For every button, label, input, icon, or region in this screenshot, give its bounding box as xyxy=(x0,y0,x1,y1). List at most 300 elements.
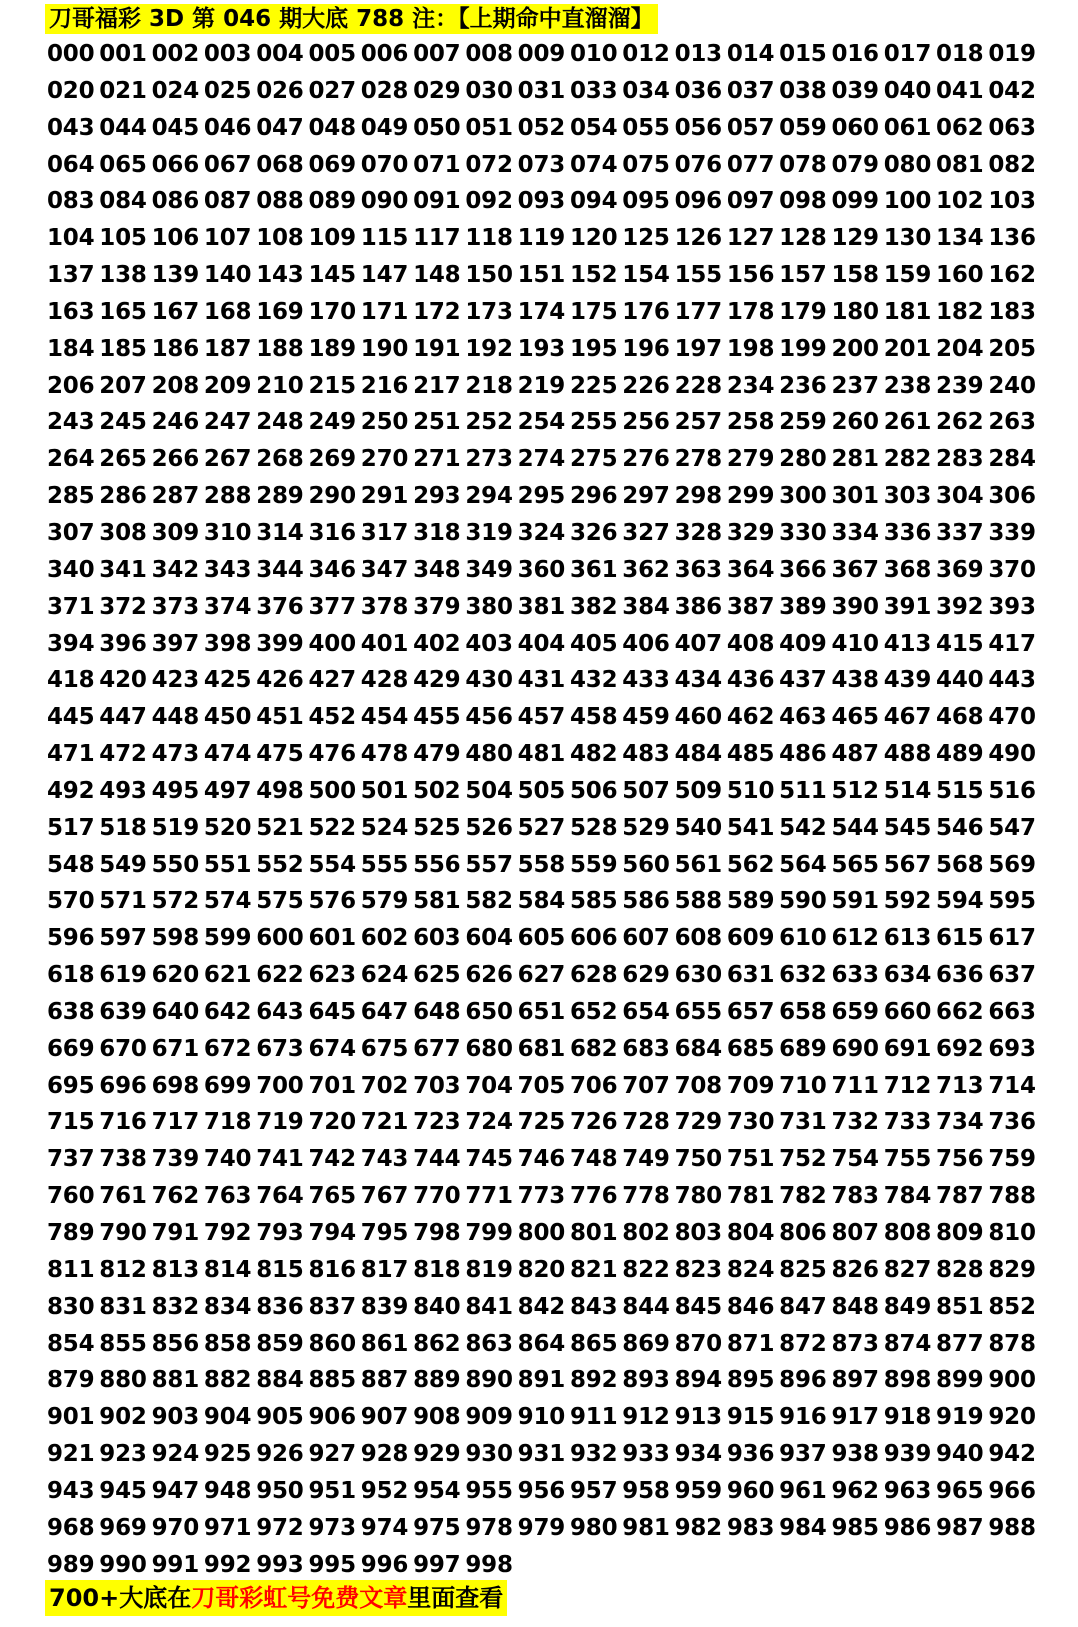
number-cell: 377 xyxy=(308,593,356,620)
number-cell: 643 xyxy=(256,998,304,1025)
number-cell: 704 xyxy=(465,1072,513,1099)
number-cell: 547 xyxy=(988,814,1036,841)
number-cell: 790 xyxy=(99,1220,147,1246)
number-cell: 826 xyxy=(831,1256,879,1283)
number-cell: 810 xyxy=(988,1220,1036,1246)
number-cell: 952 xyxy=(360,1477,409,1504)
number-cell: 279 xyxy=(726,446,775,473)
number-row xyxy=(47,810,1047,847)
number-cell: 816 xyxy=(308,1256,356,1283)
number-cell: 808 xyxy=(883,1220,932,1246)
number-cell: 623 xyxy=(308,962,356,989)
number-cell: 484 xyxy=(674,741,722,768)
number-cell: 182 xyxy=(936,298,984,325)
number-cell: 263 xyxy=(988,409,1036,436)
number-cell: 120 xyxy=(569,225,618,252)
number-cell: 707 xyxy=(622,1072,670,1099)
number-cell: 267 xyxy=(203,446,252,473)
number-cell: 349 xyxy=(465,556,513,583)
number-cell: 361 xyxy=(569,556,618,583)
number-cell: 829 xyxy=(988,1256,1036,1283)
number-cell: 647 xyxy=(360,998,409,1025)
number-cell: 696 xyxy=(99,1072,147,1099)
number-cell: 066 xyxy=(151,151,200,178)
number-cell: 677 xyxy=(413,1035,461,1062)
number-cell: 973 xyxy=(308,1514,356,1541)
number-cell: 897 xyxy=(831,1367,879,1394)
number-cell: 431 xyxy=(517,667,566,694)
number-cell: 945 xyxy=(99,1477,147,1504)
number-cell: 043 xyxy=(47,114,95,141)
number-cell: 954 xyxy=(413,1477,461,1504)
number-cell: 372 xyxy=(99,593,147,620)
number-cell: 714 xyxy=(988,1072,1036,1099)
number-cell: 556 xyxy=(413,851,461,878)
number-cell: 720 xyxy=(308,1109,356,1136)
number-cell: 176 xyxy=(622,298,670,325)
number-cell: 560 xyxy=(622,851,670,878)
number-cell: 168 xyxy=(203,298,252,325)
number-cell: 301 xyxy=(831,483,879,510)
number-cell: 548 xyxy=(47,851,95,878)
number-cell: 342 xyxy=(151,556,200,583)
number-cell: 695 xyxy=(47,1072,95,1099)
number-cell: 471 xyxy=(47,741,95,768)
number-cell: 009 xyxy=(517,41,566,67)
number-cell: 415 xyxy=(936,630,984,657)
number-cell: 748 xyxy=(569,1146,618,1173)
number-cell: 634 xyxy=(883,962,932,989)
number-cell: 839 xyxy=(360,1293,409,1320)
number-cell: 514 xyxy=(883,777,932,804)
number-cell: 396 xyxy=(99,630,147,657)
number-cell: 186 xyxy=(151,335,200,362)
number-cell: 887 xyxy=(360,1367,409,1394)
number-cell: 872 xyxy=(779,1330,827,1357)
number-cell: 689 xyxy=(779,1035,827,1062)
number-cell: 562 xyxy=(726,851,775,878)
number-cell: 104 xyxy=(47,225,95,252)
number-row xyxy=(47,589,1047,626)
number-cell: 998 xyxy=(465,1551,513,1578)
number-cell: 436 xyxy=(726,667,775,694)
number-cell: 760 xyxy=(47,1183,95,1210)
number-cell: 159 xyxy=(883,262,932,289)
number-cell: 624 xyxy=(360,962,409,989)
number-cell: 448 xyxy=(151,704,200,731)
number-cell: 820 xyxy=(517,1256,566,1283)
number-cell: 307 xyxy=(47,519,95,546)
number-cell: 671 xyxy=(151,1035,200,1062)
number-cell: 282 xyxy=(883,446,932,473)
number-cell: 195 xyxy=(569,335,618,362)
number-cell: 783 xyxy=(831,1183,879,1210)
number-cell: 574 xyxy=(203,888,252,915)
number-cell: 632 xyxy=(779,962,827,989)
number-cell: 479 xyxy=(413,741,461,768)
number-cell: 902 xyxy=(99,1404,147,1431)
number-cell: 205 xyxy=(988,335,1036,362)
number-cell: 598 xyxy=(151,925,200,952)
number-cell: 609 xyxy=(726,925,775,952)
number-cell: 608 xyxy=(674,925,722,952)
number-cell: 974 xyxy=(360,1514,409,1541)
number-row xyxy=(47,847,1047,884)
number-cell: 951 xyxy=(308,1477,356,1504)
number-cell: 337 xyxy=(936,519,984,546)
number-cell: 765 xyxy=(308,1183,356,1210)
number-cell: 924 xyxy=(151,1441,200,1468)
number-cell: 255 xyxy=(569,409,618,436)
number-cell: 717 xyxy=(151,1109,200,1136)
number-row xyxy=(47,36,1047,73)
number-cell: 919 xyxy=(936,1404,984,1431)
number-row xyxy=(47,1473,1047,1510)
number-cell: 339 xyxy=(988,519,1036,546)
number-cell: 163 xyxy=(47,298,95,325)
number-cell: 274 xyxy=(517,446,566,473)
number-cell: 824 xyxy=(726,1256,775,1283)
number-cell: 625 xyxy=(413,962,461,989)
number-cell: 381 xyxy=(517,593,566,620)
number-cell: 670 xyxy=(99,1035,147,1062)
number-cell: 366 xyxy=(779,556,827,583)
number-cell: 959 xyxy=(674,1477,722,1504)
number-cell: 962 xyxy=(831,1477,879,1504)
number-cell: 427 xyxy=(308,667,356,694)
number-row xyxy=(47,773,1047,810)
number-cell: 180 xyxy=(831,298,879,325)
footer-article-link[interactable]: 刀哥彩虹号免费文章 xyxy=(191,1584,408,1612)
number-cell: 367 xyxy=(831,556,879,583)
number-cell: 831 xyxy=(99,1293,147,1320)
number-cell: 900 xyxy=(988,1367,1036,1394)
number-cell: 010 xyxy=(569,41,618,67)
number-cell: 599 xyxy=(203,925,252,952)
number-cell: 576 xyxy=(308,888,356,915)
number-cell: 582 xyxy=(465,888,513,915)
number-cell: 234 xyxy=(726,372,775,399)
number-cell: 126 xyxy=(674,225,722,252)
number-cell: 318 xyxy=(413,519,461,546)
number-cell: 939 xyxy=(883,1441,932,1468)
number-cell: 637 xyxy=(988,962,1036,989)
number-cell: 037 xyxy=(726,77,775,104)
number-cell: 659 xyxy=(831,998,879,1025)
number-cell: 158 xyxy=(831,262,879,289)
number-cell: 102 xyxy=(936,188,984,215)
number-cell: 628 xyxy=(569,962,618,989)
number-cell: 830 xyxy=(47,1293,95,1320)
number-cell: 942 xyxy=(988,1441,1036,1468)
number-cell: 921 xyxy=(47,1441,95,1468)
number-cell: 275 xyxy=(569,446,618,473)
number-cell: 517 xyxy=(47,814,95,841)
number-cell: 088 xyxy=(256,188,304,215)
number-cell: 948 xyxy=(203,1477,252,1504)
number-row xyxy=(47,515,1047,552)
number-cell: 488 xyxy=(883,741,932,768)
number-cell: 540 xyxy=(674,814,722,841)
number-cell: 724 xyxy=(465,1109,513,1136)
number-cell: 881 xyxy=(151,1367,200,1394)
number-cell: 879 xyxy=(47,1367,95,1394)
number-cell: 057 xyxy=(726,114,775,141)
number-cell: 596 xyxy=(47,925,95,952)
number-cell: 237 xyxy=(831,372,879,399)
number-cell: 109 xyxy=(308,225,356,252)
number-cell: 728 xyxy=(622,1109,670,1136)
number-cell: 402 xyxy=(413,630,461,657)
number-row xyxy=(47,257,1047,294)
number-cell: 627 xyxy=(517,962,566,989)
number-cell: 138 xyxy=(99,262,147,289)
number-cell: 884 xyxy=(256,1367,304,1394)
number-row xyxy=(47,1104,1047,1141)
number-cell: 744 xyxy=(413,1146,461,1173)
number-cell: 773 xyxy=(517,1183,566,1210)
number-cell: 269 xyxy=(308,446,356,473)
number-cell: 393 xyxy=(988,593,1036,620)
number-cell: 613 xyxy=(883,925,932,952)
number-cell: 502 xyxy=(413,777,461,804)
number-cell: 698 xyxy=(151,1072,200,1099)
number-cell: 662 xyxy=(936,998,984,1025)
number-cell: 528 xyxy=(569,814,618,841)
number-cell: 226 xyxy=(622,372,670,399)
number-cell: 169 xyxy=(256,298,304,325)
number-cell: 909 xyxy=(465,1404,513,1431)
number-cell: 794 xyxy=(308,1220,356,1246)
number-cell: 015 xyxy=(779,41,827,67)
number-cell: 276 xyxy=(622,446,670,473)
number-cell: 073 xyxy=(517,151,566,178)
number-cell: 348 xyxy=(413,556,461,583)
number-cell: 795 xyxy=(360,1220,409,1246)
number-cell: 558 xyxy=(517,851,566,878)
number-cell: 129 xyxy=(831,225,879,252)
number-cell: 051 xyxy=(465,114,513,141)
footer-prefix: 700+大底在 xyxy=(49,1584,192,1612)
number-cell: 723 xyxy=(413,1109,461,1136)
number-cell: 567 xyxy=(883,851,932,878)
number-cell: 200 xyxy=(831,335,879,362)
number-cell: 752 xyxy=(779,1146,827,1173)
number-cell: 885 xyxy=(308,1367,356,1394)
number-cell: 557 xyxy=(465,851,513,878)
number-cell: 040 xyxy=(883,77,932,104)
page-title: 刀哥福彩 3D 第 046 期大底 788 注：【上期命中直溜溜】 xyxy=(45,4,658,34)
number-cell: 210 xyxy=(256,372,304,399)
number-cell: 029 xyxy=(413,77,461,104)
number-cell: 846 xyxy=(726,1293,775,1320)
number-cell: 264 xyxy=(47,446,95,473)
number-cell: 487 xyxy=(831,741,879,768)
number-cell: 712 xyxy=(883,1072,932,1099)
number-cell: 813 xyxy=(151,1256,200,1283)
number-cell: 406 xyxy=(622,630,670,657)
number-cell: 631 xyxy=(726,962,775,989)
number-cell: 052 xyxy=(517,114,566,141)
number-cell: 770 xyxy=(413,1183,461,1210)
number-cell: 529 xyxy=(622,814,670,841)
number-cell: 651 xyxy=(517,998,566,1025)
number-cell: 173 xyxy=(465,298,513,325)
number-cell: 190 xyxy=(360,335,409,362)
number-cell: 880 xyxy=(99,1367,147,1394)
number-cell: 273 xyxy=(465,446,513,473)
number-cell: 030 xyxy=(465,77,513,104)
number-cell: 130 xyxy=(883,225,932,252)
number-cell: 957 xyxy=(569,1477,618,1504)
number-cell: 638 xyxy=(47,998,95,1025)
number-cell: 672 xyxy=(203,1035,252,1062)
number-cell: 280 xyxy=(779,446,827,473)
number-cell: 408 xyxy=(726,630,775,657)
number-cell: 800 xyxy=(517,1220,566,1246)
number-cell: 076 xyxy=(674,151,722,178)
number-cell: 007 xyxy=(413,41,461,67)
number-row xyxy=(47,1178,1047,1215)
number-cell: 465 xyxy=(831,704,879,731)
number-cell: 789 xyxy=(47,1220,95,1246)
number-cell: 319 xyxy=(465,519,513,546)
number-cell: 140 xyxy=(203,262,252,289)
number-cell: 290 xyxy=(308,483,356,510)
number-cell: 708 xyxy=(674,1072,722,1099)
number-cell: 192 xyxy=(465,335,513,362)
number-cell: 663 xyxy=(988,998,1036,1025)
number-cell: 809 xyxy=(936,1220,984,1246)
number-cell: 971 xyxy=(203,1514,252,1541)
number-cell: 413 xyxy=(883,630,932,657)
number-cell: 618 xyxy=(47,962,95,989)
number-cell: 457 xyxy=(517,704,566,731)
number-cell: 091 xyxy=(413,188,461,215)
number-cell: 912 xyxy=(622,1404,670,1431)
number-cell: 552 xyxy=(256,851,304,878)
number-cell: 475 xyxy=(256,741,304,768)
number-cell: 933 xyxy=(622,1441,670,1468)
number-cell: 575 xyxy=(256,888,304,915)
number-cell: 382 xyxy=(569,593,618,620)
number-cell: 404 xyxy=(517,630,566,657)
number-cell: 260 xyxy=(831,409,879,436)
number-cell: 117 xyxy=(413,225,461,252)
number-cell: 252 xyxy=(465,409,513,436)
number-cell: 636 xyxy=(936,962,984,989)
number-cell: 749 xyxy=(622,1146,670,1173)
number-cell: 127 xyxy=(726,225,775,252)
number-cell: 983 xyxy=(726,1514,775,1541)
number-cell: 068 xyxy=(256,151,304,178)
number-cell: 386 xyxy=(674,593,722,620)
number-cell: 072 xyxy=(465,151,513,178)
number-cell: 384 xyxy=(622,593,670,620)
number-cell: 854 xyxy=(47,1330,95,1357)
number-cell: 903 xyxy=(151,1404,200,1431)
number-cell: 718 xyxy=(203,1109,252,1136)
number-row xyxy=(47,1362,1047,1399)
number-cell: 481 xyxy=(517,741,566,768)
number-cell: 780 xyxy=(674,1183,722,1210)
number-cell: 890 xyxy=(465,1367,513,1394)
number-cell: 972 xyxy=(256,1514,304,1541)
number-cell: 070 xyxy=(360,151,409,178)
number-cell: 716 xyxy=(99,1109,147,1136)
number-cell: 380 xyxy=(465,593,513,620)
number-cell: 767 xyxy=(360,1183,409,1210)
number-cell: 001 xyxy=(99,41,147,67)
number-cell: 551 xyxy=(203,851,252,878)
number-cell: 564 xyxy=(779,851,827,878)
number-cell: 527 xyxy=(517,814,566,841)
number-cell: 710 xyxy=(779,1072,827,1099)
number-cell: 762 xyxy=(151,1183,200,1210)
number-cell: 603 xyxy=(413,925,461,952)
number-cell: 878 xyxy=(988,1330,1036,1357)
number-cell: 507 xyxy=(622,777,670,804)
number-cell: 271 xyxy=(413,446,461,473)
number-cell: 755 xyxy=(883,1146,932,1173)
number-cell: 364 xyxy=(726,556,775,583)
number-cell: 316 xyxy=(308,519,356,546)
number-cell: 289 xyxy=(256,483,304,510)
number-cell: 907 xyxy=(360,1404,409,1431)
number-cell: 860 xyxy=(308,1330,356,1357)
number-cell: 764 xyxy=(256,1183,304,1210)
number-cell: 719 xyxy=(256,1109,304,1136)
number-cell: 554 xyxy=(308,851,356,878)
number-cell: 988 xyxy=(988,1514,1036,1541)
number-cell: 183 xyxy=(988,298,1036,325)
number-cell: 064 xyxy=(47,151,95,178)
number-cell: 012 xyxy=(622,41,670,67)
footer-suffix: 里面查看 xyxy=(407,1584,504,1612)
number-row xyxy=(47,1252,1047,1289)
number-cell: 317 xyxy=(360,519,409,546)
number-cell: 715 xyxy=(47,1109,95,1136)
number-cell: 516 xyxy=(988,777,1036,804)
number-cell: 329 xyxy=(726,519,775,546)
number-cell: 978 xyxy=(465,1514,513,1541)
number-cell: 842 xyxy=(517,1293,566,1320)
number-cell: 075 xyxy=(622,151,670,178)
number-cell: 439 xyxy=(883,667,932,694)
number-row xyxy=(47,1031,1047,1068)
number-cell: 080 xyxy=(883,151,932,178)
number-cell: 228 xyxy=(674,372,722,399)
number-cell: 781 xyxy=(726,1183,775,1210)
number-cell: 793 xyxy=(256,1220,304,1246)
number-cell: 256 xyxy=(622,409,670,436)
number-cell: 855 xyxy=(99,1330,147,1357)
number-cell: 869 xyxy=(622,1330,670,1357)
number-cell: 096 xyxy=(674,188,722,215)
number-cell: 021 xyxy=(99,77,147,104)
number-cell: 871 xyxy=(726,1330,775,1357)
number-cell: 861 xyxy=(360,1330,409,1357)
number-cell: 400 xyxy=(308,630,356,657)
number-cell: 932 xyxy=(569,1441,618,1468)
number-cell: 334 xyxy=(831,519,879,546)
number-row xyxy=(47,1436,1047,1473)
number-cell: 992 xyxy=(203,1551,252,1578)
number-cell: 500 xyxy=(308,777,356,804)
number-cell: 243 xyxy=(47,409,95,436)
number-cell: 778 xyxy=(622,1183,670,1210)
number-cell: 165 xyxy=(99,298,147,325)
